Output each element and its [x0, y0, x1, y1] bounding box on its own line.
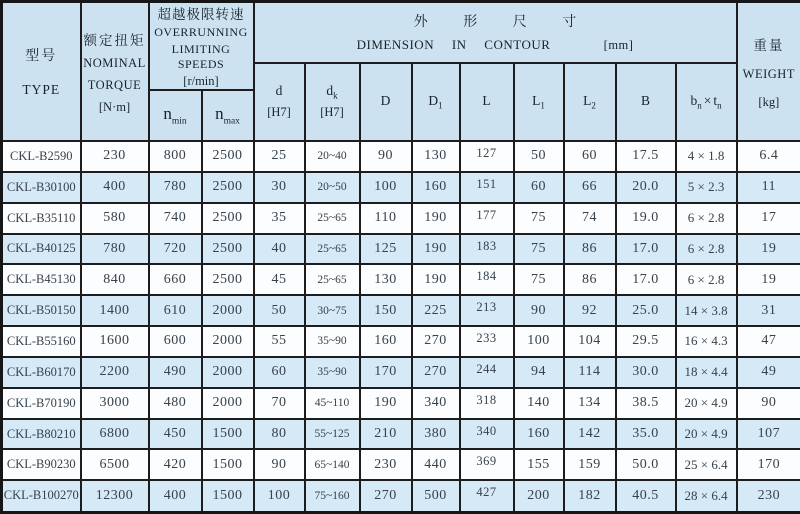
- cell-nmax: 2500: [202, 203, 254, 234]
- cell-type: CKL-B60170: [2, 357, 81, 388]
- cell-weight: 49: [737, 357, 800, 388]
- table-row: [2, 234, 800, 265]
- table-row: [2, 357, 800, 388]
- table-row: [2, 172, 800, 203]
- cell-L2: 74: [564, 203, 616, 234]
- cell-L: 177: [460, 203, 514, 234]
- col-header-d: d [H7]: [254, 63, 305, 142]
- cell-type: CKL-B90230: [2, 449, 81, 480]
- cell-nmax: 2000: [202, 388, 254, 419]
- cell-D: 170: [360, 357, 412, 388]
- weight-unit: [kg]: [758, 95, 779, 110]
- cell-dk: 45~110: [305, 388, 360, 419]
- cell-L1: 100: [514, 326, 564, 357]
- cell-L2: 159: [564, 449, 616, 480]
- col-header-bn-tn: $b_n \times t_n$: [676, 63, 737, 142]
- cell-L: 340: [460, 419, 514, 450]
- cell-L1: 75: [514, 203, 564, 234]
- cell-D1: 500: [412, 480, 460, 512]
- cell-type: CKL-B55160: [2, 326, 81, 357]
- speeds-label-zh: 超越极限转速: [158, 3, 245, 23]
- cell-dk: 20~40: [305, 141, 360, 172]
- cell-d: 80: [254, 419, 305, 450]
- cell-L2: 86: [564, 234, 616, 265]
- table-row: [2, 203, 800, 234]
- cell-dk: 30~75: [305, 295, 360, 326]
- cell-d: 40: [254, 234, 305, 265]
- table-row: [2, 141, 800, 172]
- cell-B: 30.0: [616, 357, 676, 388]
- cell-L1: 75: [514, 234, 564, 265]
- cell-L: 151: [460, 172, 514, 203]
- cell-weight: 170: [737, 449, 800, 480]
- col-header-nmax: $n_{max}$: [202, 90, 254, 141]
- cell-bt: 6 × 2.8: [676, 234, 737, 265]
- cell-nmax: 2000: [202, 295, 254, 326]
- torque-label-en1: NOMINAL: [83, 56, 146, 71]
- cell-dk: 20~50: [305, 172, 360, 203]
- speeds-label-en2: LIMITING SPEEDS: [150, 42, 253, 72]
- cell-nmax: 1500: [202, 419, 254, 450]
- table-row: [2, 326, 800, 357]
- cell-type: CKL-B70190: [2, 388, 81, 419]
- cell-d: 50: [254, 295, 305, 326]
- cell-bt: 4 × 1.8: [676, 141, 737, 172]
- cell-dk: 55~125: [305, 419, 360, 450]
- cell-D: 130: [360, 264, 412, 295]
- speeds-label-en1: OVERRUNNING: [154, 25, 248, 40]
- type-label-zh: 型号: [25, 45, 57, 65]
- cell-L1: 75: [514, 264, 564, 295]
- cell-D1: 190: [412, 264, 460, 295]
- cell-weight: 230: [737, 480, 800, 512]
- cell-torque: 2200: [81, 357, 149, 388]
- cell-d: 60: [254, 357, 305, 388]
- cell-type: CKL-B35110: [2, 203, 81, 234]
- weight-label-zh: 重量: [753, 34, 784, 54]
- cell-B: 29.5: [616, 326, 676, 357]
- cell-L1: 94: [514, 357, 564, 388]
- col-header-dimension: [254, 2, 737, 63]
- cell-nmin: 400: [149, 480, 202, 512]
- weight-label-en: WEIGHT: [743, 67, 795, 82]
- cell-B: 19.0: [616, 203, 676, 234]
- cell-type: CKL-B45130: [2, 264, 81, 295]
- cell-B: 20.0: [616, 172, 676, 203]
- cell-L2: 142: [564, 419, 616, 450]
- cell-D: 150: [360, 295, 412, 326]
- dimension-unit: [mm]: [604, 38, 634, 52]
- cell-dk: 25~65: [305, 234, 360, 265]
- cell-D: 90: [360, 141, 412, 172]
- cell-nmin: 720: [149, 234, 202, 265]
- cell-nmin: 490: [149, 357, 202, 388]
- cell-L2: 134: [564, 388, 616, 419]
- cell-torque: 6800: [81, 419, 149, 450]
- cell-nmin: 480: [149, 388, 202, 419]
- cell-L1: 160: [514, 419, 564, 450]
- cell-L2: 60: [564, 141, 616, 172]
- cell-weight: 19: [737, 264, 800, 295]
- cell-dk: 35~90: [305, 326, 360, 357]
- cell-L1: 90: [514, 295, 564, 326]
- col-header-D: D: [360, 63, 412, 142]
- cell-L2: 66: [564, 172, 616, 203]
- cell-L1: 60: [514, 172, 564, 203]
- cell-L2: 92: [564, 295, 616, 326]
- torque-label-en2: TORQUE: [88, 78, 141, 93]
- col-header-weight: [737, 2, 800, 142]
- cell-dk: 65~140: [305, 449, 360, 480]
- cell-D1: 380: [412, 419, 460, 450]
- table-row: [2, 388, 800, 419]
- cell-B: 17.0: [616, 234, 676, 265]
- table-row: [2, 295, 800, 326]
- cell-torque: 400: [81, 172, 149, 203]
- cell-L: 369: [460, 449, 514, 480]
- cell-bt: 20 × 4.9: [676, 419, 737, 450]
- col-header-torque: [81, 2, 149, 142]
- type-label-en: TYPE: [22, 82, 60, 98]
- cell-bt: 6 × 2.8: [676, 264, 737, 295]
- cell-nmin: 450: [149, 419, 202, 450]
- cell-nmax: 2500: [202, 172, 254, 203]
- cell-weight: 47: [737, 326, 800, 357]
- cell-bt: 6 × 2.8: [676, 203, 737, 234]
- torque-label-zh: 额定扭矩: [84, 29, 146, 49]
- cell-L: 184: [460, 264, 514, 295]
- cell-bt: 16 × 4.3: [676, 326, 737, 357]
- table-row: [2, 419, 800, 450]
- table-header: [2, 2, 800, 142]
- cell-nmin: 600: [149, 326, 202, 357]
- cell-L: 127: [460, 141, 514, 172]
- cell-d: 45: [254, 264, 305, 295]
- cell-torque: 780: [81, 234, 149, 265]
- cell-D: 190: [360, 388, 412, 419]
- dimension-label-en: DIMENSION IN CONTOUR [mm]: [357, 37, 634, 53]
- cell-B: 17.0: [616, 264, 676, 295]
- cell-B: 38.5: [616, 388, 676, 419]
- cell-D1: 190: [412, 234, 460, 265]
- cell-d: 100: [254, 480, 305, 512]
- col-header-type: [2, 2, 81, 142]
- cell-bt: 20 × 4.9: [676, 388, 737, 419]
- cell-D: 230: [360, 449, 412, 480]
- cell-nmax: 1500: [202, 480, 254, 512]
- cell-weight: 6.4: [737, 141, 800, 172]
- cell-nmax: 2500: [202, 234, 254, 265]
- cell-B: 50.0: [616, 449, 676, 480]
- cell-type: CKL-B30100: [2, 172, 81, 203]
- cell-type: CKL-B80210: [2, 419, 81, 450]
- cell-D: 125: [360, 234, 412, 265]
- cell-L1: 50: [514, 141, 564, 172]
- cell-nmax: 2000: [202, 326, 254, 357]
- cell-dk: 25~65: [305, 264, 360, 295]
- cell-d: 90: [254, 449, 305, 480]
- cell-torque: 6500: [81, 449, 149, 480]
- cell-d: 70: [254, 388, 305, 419]
- cell-weight: 11: [737, 172, 800, 203]
- cell-D: 270: [360, 480, 412, 512]
- cell-L1: 155: [514, 449, 564, 480]
- cell-bt: 14 × 3.8: [676, 295, 737, 326]
- cell-d: 35: [254, 203, 305, 234]
- cell-torque: 1400: [81, 295, 149, 326]
- cell-d: 55: [254, 326, 305, 357]
- cell-torque: 580: [81, 203, 149, 234]
- cell-D1: 225: [412, 295, 460, 326]
- cell-D1: 190: [412, 203, 460, 234]
- cell-nmin: 800: [149, 141, 202, 172]
- table-row: [2, 264, 800, 295]
- cell-bt: 5 × 2.3: [676, 172, 737, 203]
- cell-L2: 86: [564, 264, 616, 295]
- cell-D: 160: [360, 326, 412, 357]
- cell-L: 213: [460, 295, 514, 326]
- cell-D1: 270: [412, 357, 460, 388]
- table-row: [2, 480, 800, 512]
- cell-D1: 440: [412, 449, 460, 480]
- cell-nmin: 610: [149, 295, 202, 326]
- cell-D1: 160: [412, 172, 460, 203]
- cell-L2: 114: [564, 357, 616, 388]
- cell-torque: 12300: [81, 480, 149, 512]
- cell-type: CKL-B40125: [2, 234, 81, 265]
- cell-L: 318: [460, 388, 514, 419]
- table-row: [2, 449, 800, 480]
- col-header-D1: $D_1$: [412, 63, 460, 142]
- cell-type: CKL-B2590: [2, 141, 81, 172]
- cell-B: 17.5: [616, 141, 676, 172]
- col-header-B: B: [616, 63, 676, 142]
- cell-nmin: 660: [149, 264, 202, 295]
- cell-type: CKL-B100270: [2, 480, 81, 512]
- cell-nmin: 780: [149, 172, 202, 203]
- cell-D1: 130: [412, 141, 460, 172]
- cell-L1: 200: [514, 480, 564, 512]
- col-header-L2: $L_2$: [564, 63, 616, 142]
- cell-nmax: 2500: [202, 264, 254, 295]
- speeds-unit: [r/min]: [183, 74, 218, 89]
- cell-B: 35.0: [616, 419, 676, 450]
- cell-d: 30: [254, 172, 305, 203]
- col-header-L1: $L_1$: [514, 63, 564, 142]
- cell-torque: 1600: [81, 326, 149, 357]
- cell-D1: 340: [412, 388, 460, 419]
- cell-B: 40.5: [616, 480, 676, 512]
- cell-type: CKL-B50150: [2, 295, 81, 326]
- cell-nmax: 1500: [202, 449, 254, 480]
- cell-weight: 19: [737, 234, 800, 265]
- table-body: [2, 141, 800, 512]
- cell-D: 210: [360, 419, 412, 450]
- cell-L1: 140: [514, 388, 564, 419]
- cell-D: 110: [360, 203, 412, 234]
- cell-L2: 182: [564, 480, 616, 512]
- cell-nmax: 2000: [202, 357, 254, 388]
- cell-dk: 25~65: [305, 203, 360, 234]
- cell-nmin: 740: [149, 203, 202, 234]
- col-header-nmin: $n_{min}$: [149, 90, 202, 141]
- cell-weight: 90: [737, 388, 800, 419]
- cell-weight: 107: [737, 419, 800, 450]
- cell-bt: 28 × 6.4: [676, 480, 737, 512]
- cell-L: 244: [460, 357, 514, 388]
- cell-dk: 35~90: [305, 357, 360, 388]
- dimension-label-zh: 外 形 尺 寸: [398, 11, 593, 31]
- cell-d: 25: [254, 141, 305, 172]
- cell-D1: 270: [412, 326, 460, 357]
- col-header-L: L: [460, 63, 514, 142]
- cell-L2: 104: [564, 326, 616, 357]
- cell-B: 25.0: [616, 295, 676, 326]
- cell-bt: 25 × 6.4: [676, 449, 737, 480]
- cell-L: 427: [460, 480, 514, 512]
- cell-dk: 75~160: [305, 480, 360, 512]
- cell-nmin: 420: [149, 449, 202, 480]
- cell-torque: 840: [81, 264, 149, 295]
- cell-weight: 31: [737, 295, 800, 326]
- cell-D: 100: [360, 172, 412, 203]
- cell-L: 183: [460, 234, 514, 265]
- cell-weight: 17: [737, 203, 800, 234]
- cell-nmax: 2500: [202, 141, 254, 172]
- cell-L: 233: [460, 326, 514, 357]
- cell-bt: 18 × 4.4: [676, 357, 737, 388]
- col-header-speeds: [149, 2, 254, 91]
- cell-torque: 3000: [81, 388, 149, 419]
- torque-unit: [N·m]: [99, 100, 130, 115]
- col-header-dk: $d_k$ [H7]: [305, 63, 360, 142]
- cell-torque: 230: [81, 141, 149, 172]
